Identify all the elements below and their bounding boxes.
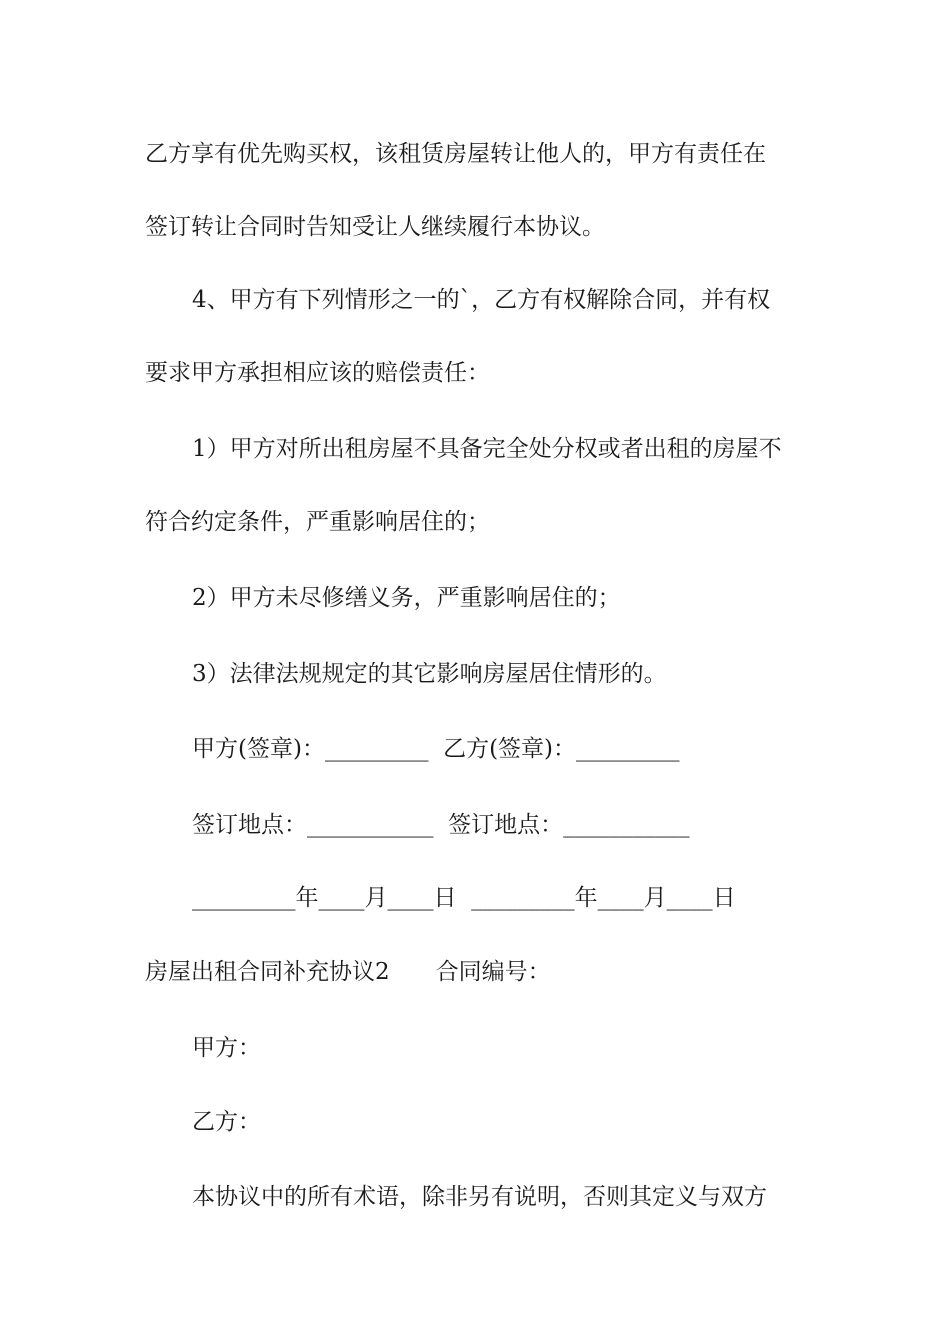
party-a-label: 甲方： bbox=[192, 1035, 261, 1061]
text-line: 签订转让合同时告知受让人继续履行本协议。 bbox=[145, 214, 605, 240]
section-heading: 房屋出租合同补充协议2 合同编号： bbox=[145, 959, 551, 985]
text-line: 本协议中的所有术语，除非另有说明，否则其定义与双方 bbox=[192, 1184, 767, 1210]
date-line: _________年____月____日 _________年____月____日 bbox=[192, 885, 736, 911]
party-b-label: 乙方： bbox=[192, 1109, 261, 1135]
text-line: 要求甲方承担相应该的赔偿责任： bbox=[145, 360, 490, 386]
text-line: 2）甲方未尽修缮义务，严重影响居住的； bbox=[192, 585, 621, 611]
text-line: 4、甲方有下列情形之一的`，乙方有权解除合同，并有权 bbox=[192, 287, 771, 313]
signature-line: 甲方(签章)：_________ 乙方(签章)：_________ bbox=[192, 736, 680, 762]
text-line: 乙方享有优先购买权，该租赁房屋转让他人的，甲方有责任在 bbox=[145, 141, 766, 167]
text-line: 3）法律法规规定的其它影响房屋居住情形的。 bbox=[192, 661, 667, 687]
text-line: 符合约定条件，严重影响居住的； bbox=[145, 509, 490, 535]
text-line: 1）甲方对所出租房屋不具备完全处分权或者出租的房屋不 bbox=[192, 436, 782, 462]
signing-place-line: 签订地点：___________ 签订地点：___________ bbox=[192, 812, 690, 838]
